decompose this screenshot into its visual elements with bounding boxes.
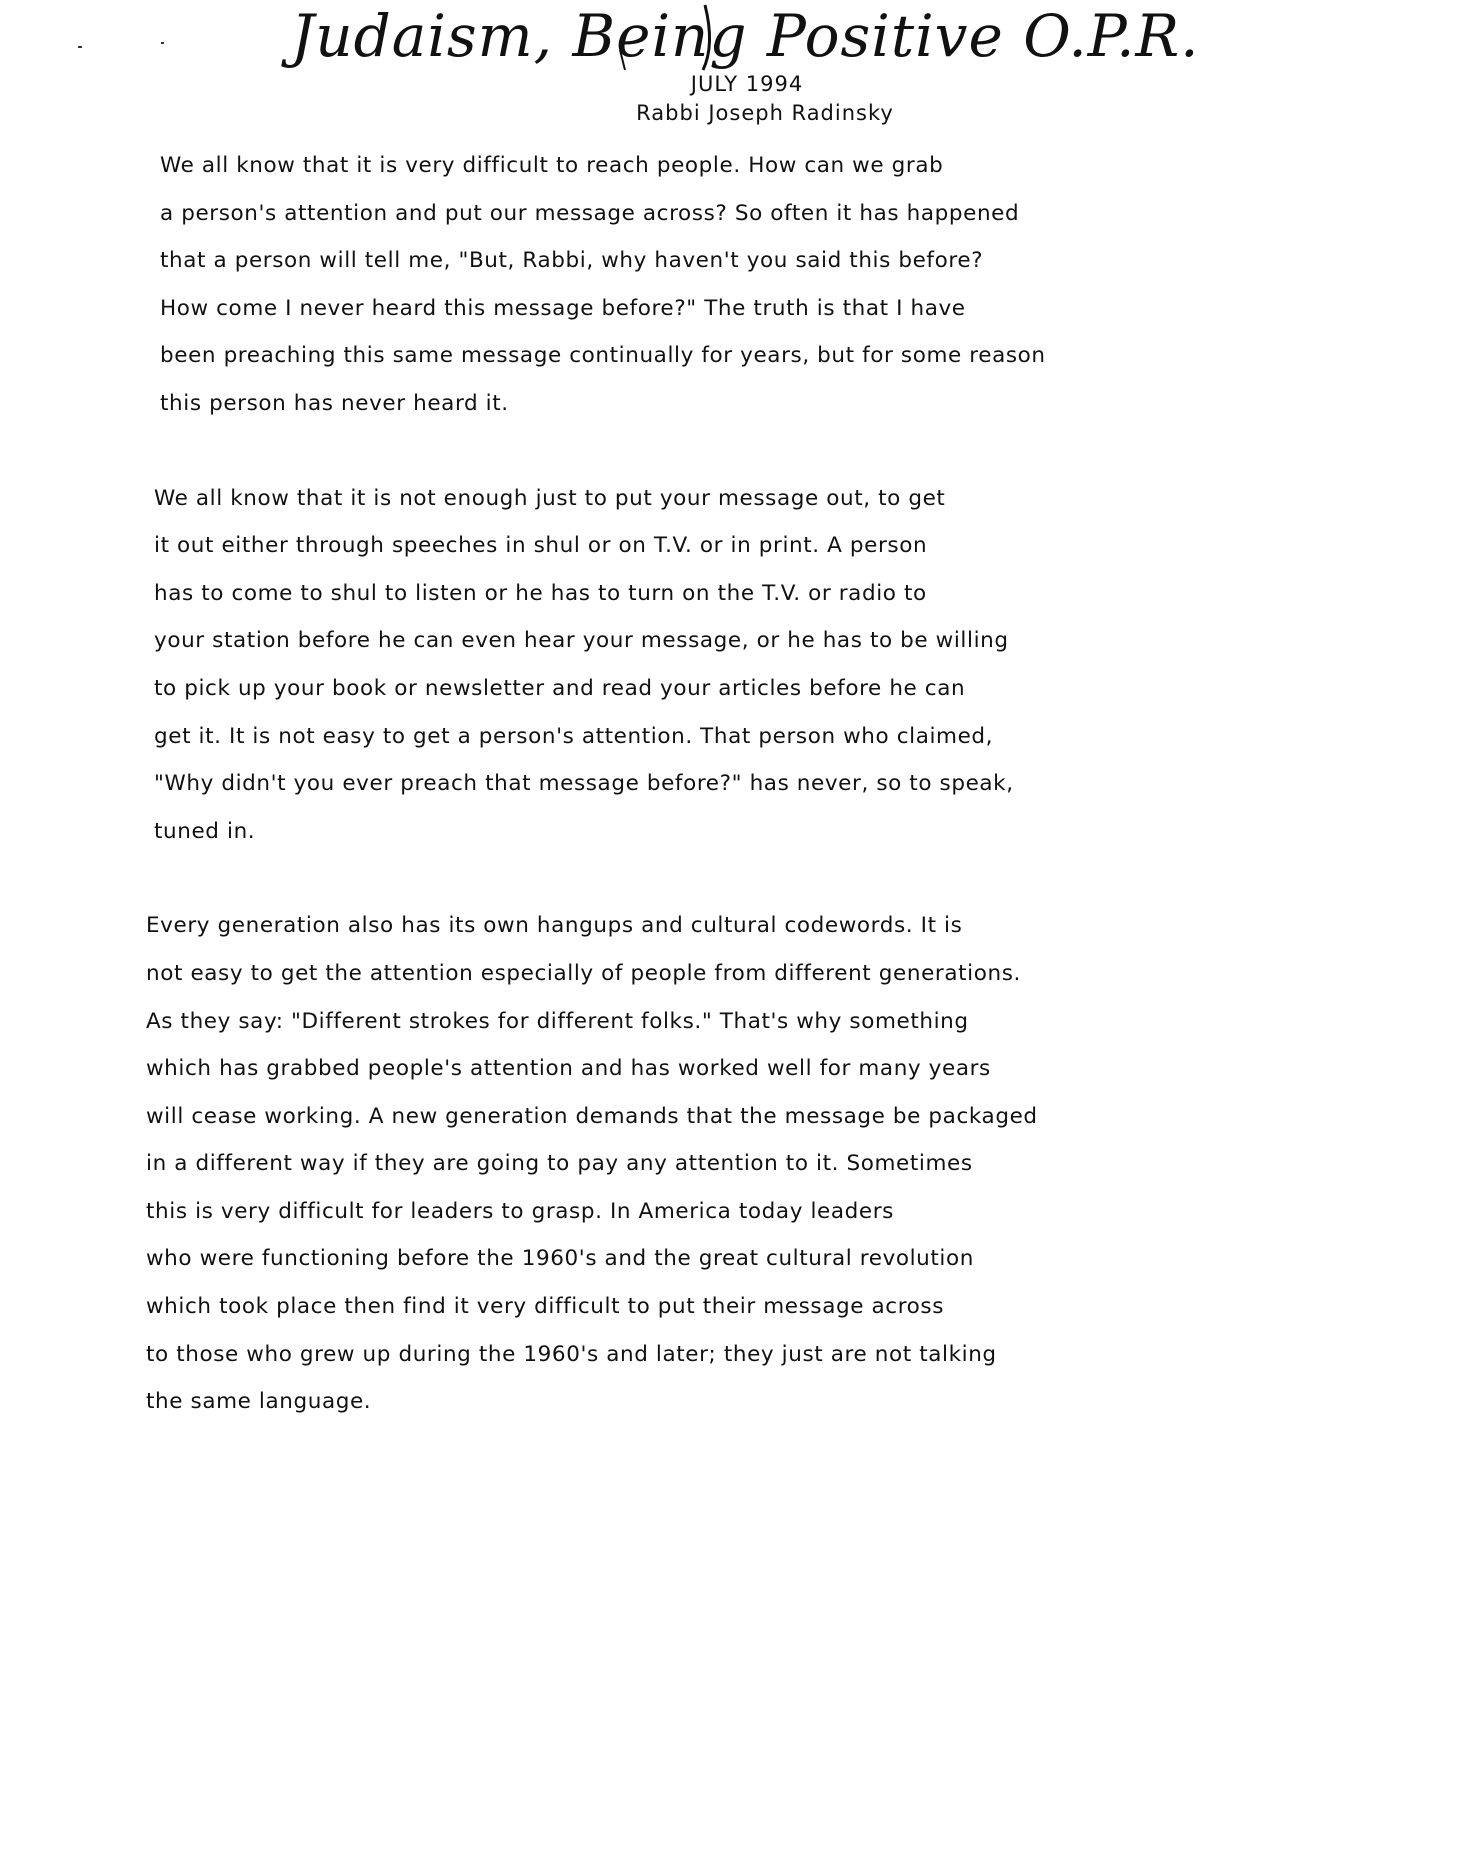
- text-line: "Why didn't you ever preach that message before?" has never, so to speak,: [154, 771, 1014, 797]
- text-line: that a person will tell me, "But, Rabbi, why haven't you said this before?: [160, 248, 984, 274]
- text-line: which took place then find it very difficult to put their message across: [146, 1294, 945, 1320]
- text-line: this is very difficult for leaders to grasp. In America today leaders: [146, 1198, 894, 1224]
- text-line: How come I never heard this message before?" The truth is that I have: [160, 295, 966, 321]
- text-line: a person's attention and put our message across? So often it has happened: [160, 200, 1020, 226]
- text-line: it out either through speeches in shul or on T.V. or in print. A person: [154, 533, 928, 559]
- handwritten-title-text: Judaism, Being Positive O.P.R.: [291, 2, 1200, 70]
- paragraph-1: [160, 142, 1220, 428]
- document-author: Rabbi Joseph Radinsky: [636, 101, 894, 125]
- text-line: your station before he can even hear your message, or he has to be willing: [154, 628, 1009, 654]
- document-body: [146, 142, 1220, 1473]
- stray-mark-right: [161, 42, 164, 44]
- text-line: been preaching this same message continually for years, but for some reason: [160, 343, 1046, 369]
- text-line: which has grabbed people's attention and has worked well for many years: [146, 1056, 991, 1082]
- text-line: As they say: "Different strokes for different folks." That's why something: [146, 1008, 969, 1034]
- text-line: to those who grew up during the 1960's and later; they just are not talking: [146, 1341, 997, 1367]
- text-line: Every generation also has its own hangups and cultural codewords. It is: [146, 913, 963, 939]
- text-line: get it. It is not easy to get a person's attention. That person who claimed,: [154, 723, 994, 749]
- text-line: has to come to shul to listen or he has to turn on the T.V. or radio to: [154, 580, 927, 606]
- text-line: will cease working. A new generation demands that the message be packaged: [146, 1103, 1038, 1129]
- text-line: We all know that it is not enough just to put your message out, to get: [154, 485, 946, 511]
- stray-mark-left: [78, 46, 82, 48]
- paragraph-3: [146, 902, 1220, 1426]
- text-line: who were functioning before the 1960's and the great cultural revolution: [146, 1246, 974, 1272]
- text-line: not easy to get the attention especially of people from different generations.: [146, 960, 1021, 986]
- text-line: tuned in.: [154, 818, 256, 844]
- text-line: We all know that it is very difficult to reach people. How can we grab: [160, 153, 944, 178]
- handwritten-title-svg: [285, 0, 1200, 72]
- document-date: JULY 1994: [690, 72, 804, 96]
- text-line: the same language.: [146, 1389, 372, 1415]
- paragraph-2: [154, 475, 1220, 856]
- text-line: to pick up your book or newsletter and read your articles before he can: [154, 675, 966, 701]
- text-line: this person has never heard it.: [160, 390, 509, 416]
- text-line: in a different way if they are going to pay any attention to it. Sometimes: [146, 1151, 973, 1177]
- handwritten-title: [285, 0, 1200, 72]
